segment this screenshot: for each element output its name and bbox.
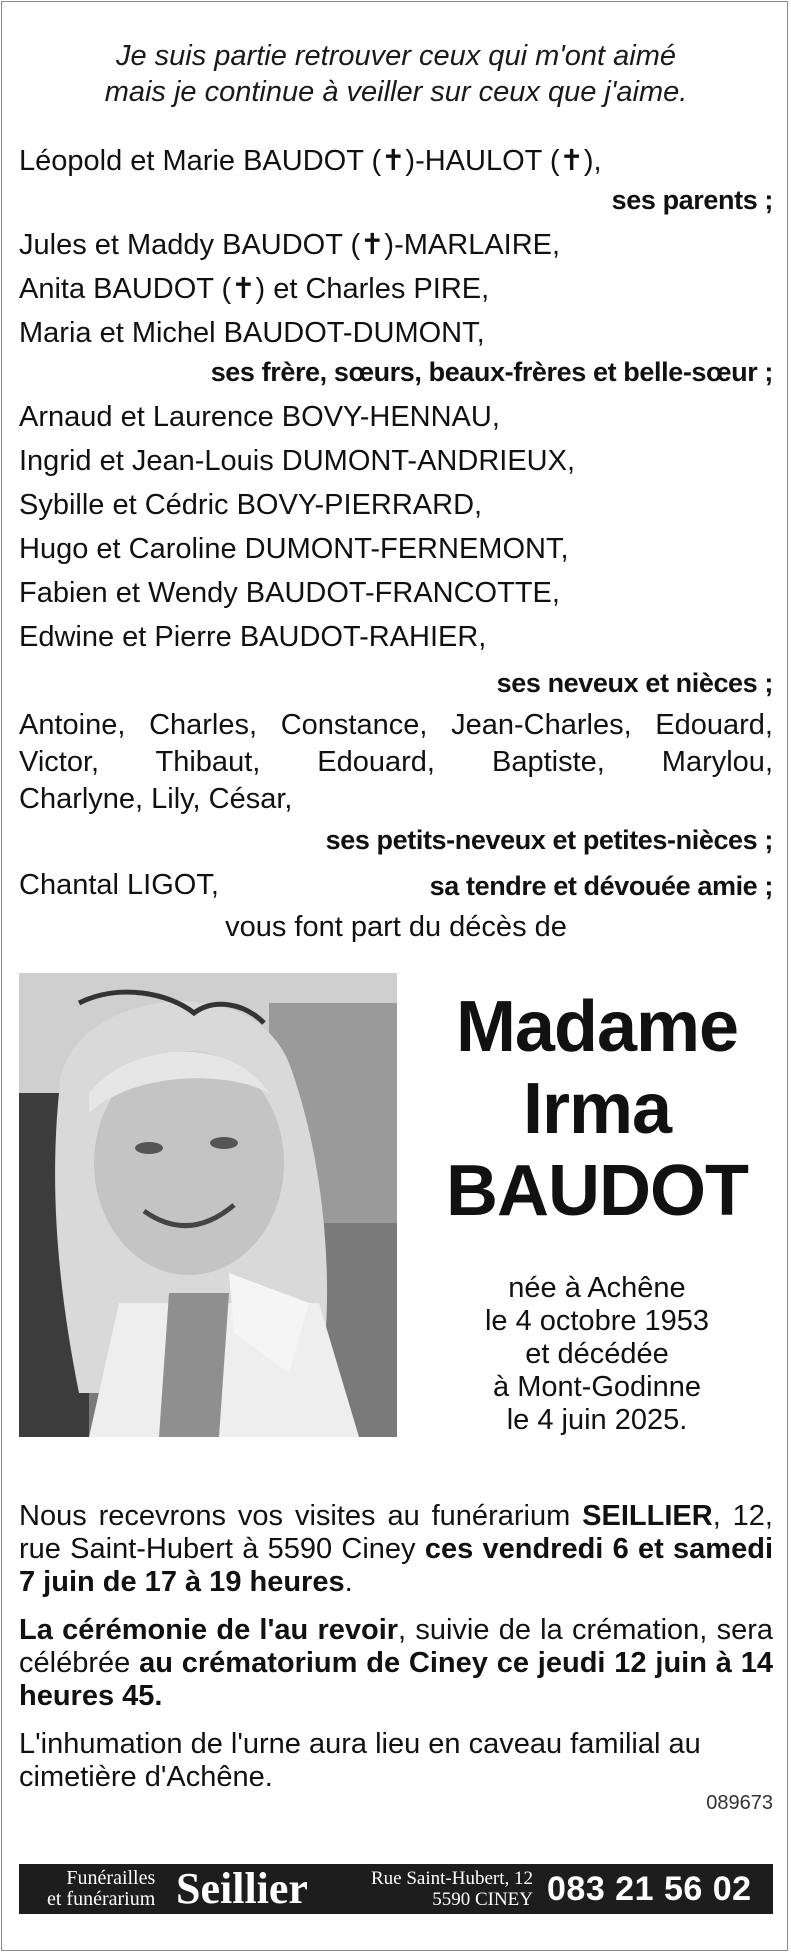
portrait-illustration bbox=[19, 973, 397, 1437]
address-street: Rue Saint-Hubert, 12 bbox=[371, 1868, 534, 1889]
grand-nephews-line: Victor, Thibaut, Edouard, Baptiste, Marylou, bbox=[19, 746, 773, 778]
funeral-home-logo: Seillier bbox=[176, 1864, 308, 1913]
address-city: 5590 CINEY bbox=[432, 1889, 534, 1910]
quote-line: Je suis partie retrouver ceux qui m'ont aimé bbox=[115, 40, 676, 72]
nephew-line: Ingrid et Jean-Louis DUMONT-ANDRIEUX, bbox=[19, 445, 575, 477]
friend-role: sa tendre et dévouée amie ; bbox=[429, 871, 773, 901]
friend-name: Chantal LIGOT, bbox=[19, 869, 219, 901]
nephew-line: Hugo et Caroline DUMONT-FERNEMONT, bbox=[19, 533, 569, 565]
sibling-line: Jules et Maddy BAUDOT (✝)-MARLAIRE, bbox=[19, 229, 561, 261]
ceremony-title: La cérémonie de l'au revoir bbox=[19, 1614, 399, 1646]
funeral-home-footer bbox=[19, 1864, 773, 1914]
grand-nephews-line: Charlyne, Lily, César, bbox=[19, 783, 293, 815]
quote-line: mais je continue à veiller sur ceux que j'aime. bbox=[104, 76, 688, 108]
birth-place: née à Achêne bbox=[508, 1272, 686, 1304]
deceased-first-name: Irma bbox=[522, 1069, 672, 1149]
nephews-role: ses neveux et nièces ; bbox=[496, 668, 773, 698]
visits-text: Nous recevrons vos visites au funérarium bbox=[19, 1500, 583, 1532]
epitaph-quote bbox=[19, 38, 773, 110]
deceased-title: Madame bbox=[455, 987, 739, 1067]
parents-names: Léopold et Marie BAUDOT (✝)-HAULOT (✝), bbox=[19, 145, 602, 177]
sibling-line: Anita BAUDOT (✝) et Charles PIRE, bbox=[19, 273, 490, 305]
birth-death-details bbox=[407, 1272, 787, 1437]
birth-date: le 4 octobre 1953 bbox=[484, 1305, 710, 1337]
deceased-last-name: BAUDOT bbox=[446, 1151, 748, 1231]
deceased-name bbox=[407, 986, 787, 1232]
portrait-photo bbox=[19, 973, 397, 1437]
reference-number: 089673 bbox=[706, 1792, 773, 1814]
visits-text: . bbox=[344, 1566, 353, 1598]
death-date: le 4 juin 2025. bbox=[506, 1404, 688, 1436]
funeral-home-name: SEILLIER bbox=[582, 1500, 713, 1532]
footer-phone: 083 21 56 02 bbox=[547, 1870, 752, 1908]
footer-services bbox=[47, 1868, 155, 1910]
ceremony-text: , suivie de la crémation, sera célébrée bbox=[19, 1614, 773, 1679]
footer-services-line: Funérailles bbox=[66, 1867, 156, 1889]
death-place: à Mont-Godinne bbox=[493, 1371, 701, 1403]
nephew-line: Edwine et Pierre BAUDOT-RAHIER, bbox=[19, 621, 487, 653]
death-label: et décédée bbox=[525, 1338, 669, 1370]
grand-nephews-line: Antoine, Charles, Constance, Jean-Charles, Edouard, bbox=[19, 709, 773, 741]
nephew-line: Arnaud et Laurence BOVY-HENNAU, bbox=[19, 401, 500, 433]
footer-services-line: et funérarium bbox=[47, 1888, 156, 1910]
announcement: vous font part du décès de bbox=[225, 911, 567, 943]
visits-text: , 12, rue Saint-Hubert à 5590 Ciney bbox=[19, 1500, 773, 1565]
parents-role: ses parents ; bbox=[611, 185, 773, 215]
nephew-line: Sybille et Cédric BOVY-PIERRARD, bbox=[19, 489, 483, 521]
ceremony-paragraph bbox=[19, 1614, 773, 1713]
grand-nephews-role: ses petits-neveux et petites-nièces ; bbox=[325, 825, 773, 855]
ceremony-place-date: au crématorium de Ciney ce jeudi 12 juin à 14 heures 45. bbox=[19, 1647, 773, 1712]
nephew-line: Fabien et Wendy BAUDOT-FRANCOTTE, bbox=[19, 577, 560, 609]
visits-dates: ces vendredi 6 et samedi 7 juin de 17 à 19 heures bbox=[19, 1533, 773, 1598]
siblings-role: ses frère, sœurs, beaux-frères et belle-sœur ; bbox=[210, 357, 773, 387]
footer-address bbox=[371, 1868, 533, 1910]
visits-paragraph bbox=[19, 1500, 773, 1599]
burial-paragraph: L'inhumation de l'urne aura lieu en caveau familial au cimetière d'Achêne. bbox=[19, 1728, 701, 1793]
sibling-line: Maria et Michel BAUDOT-DUMONT, bbox=[19, 317, 485, 349]
